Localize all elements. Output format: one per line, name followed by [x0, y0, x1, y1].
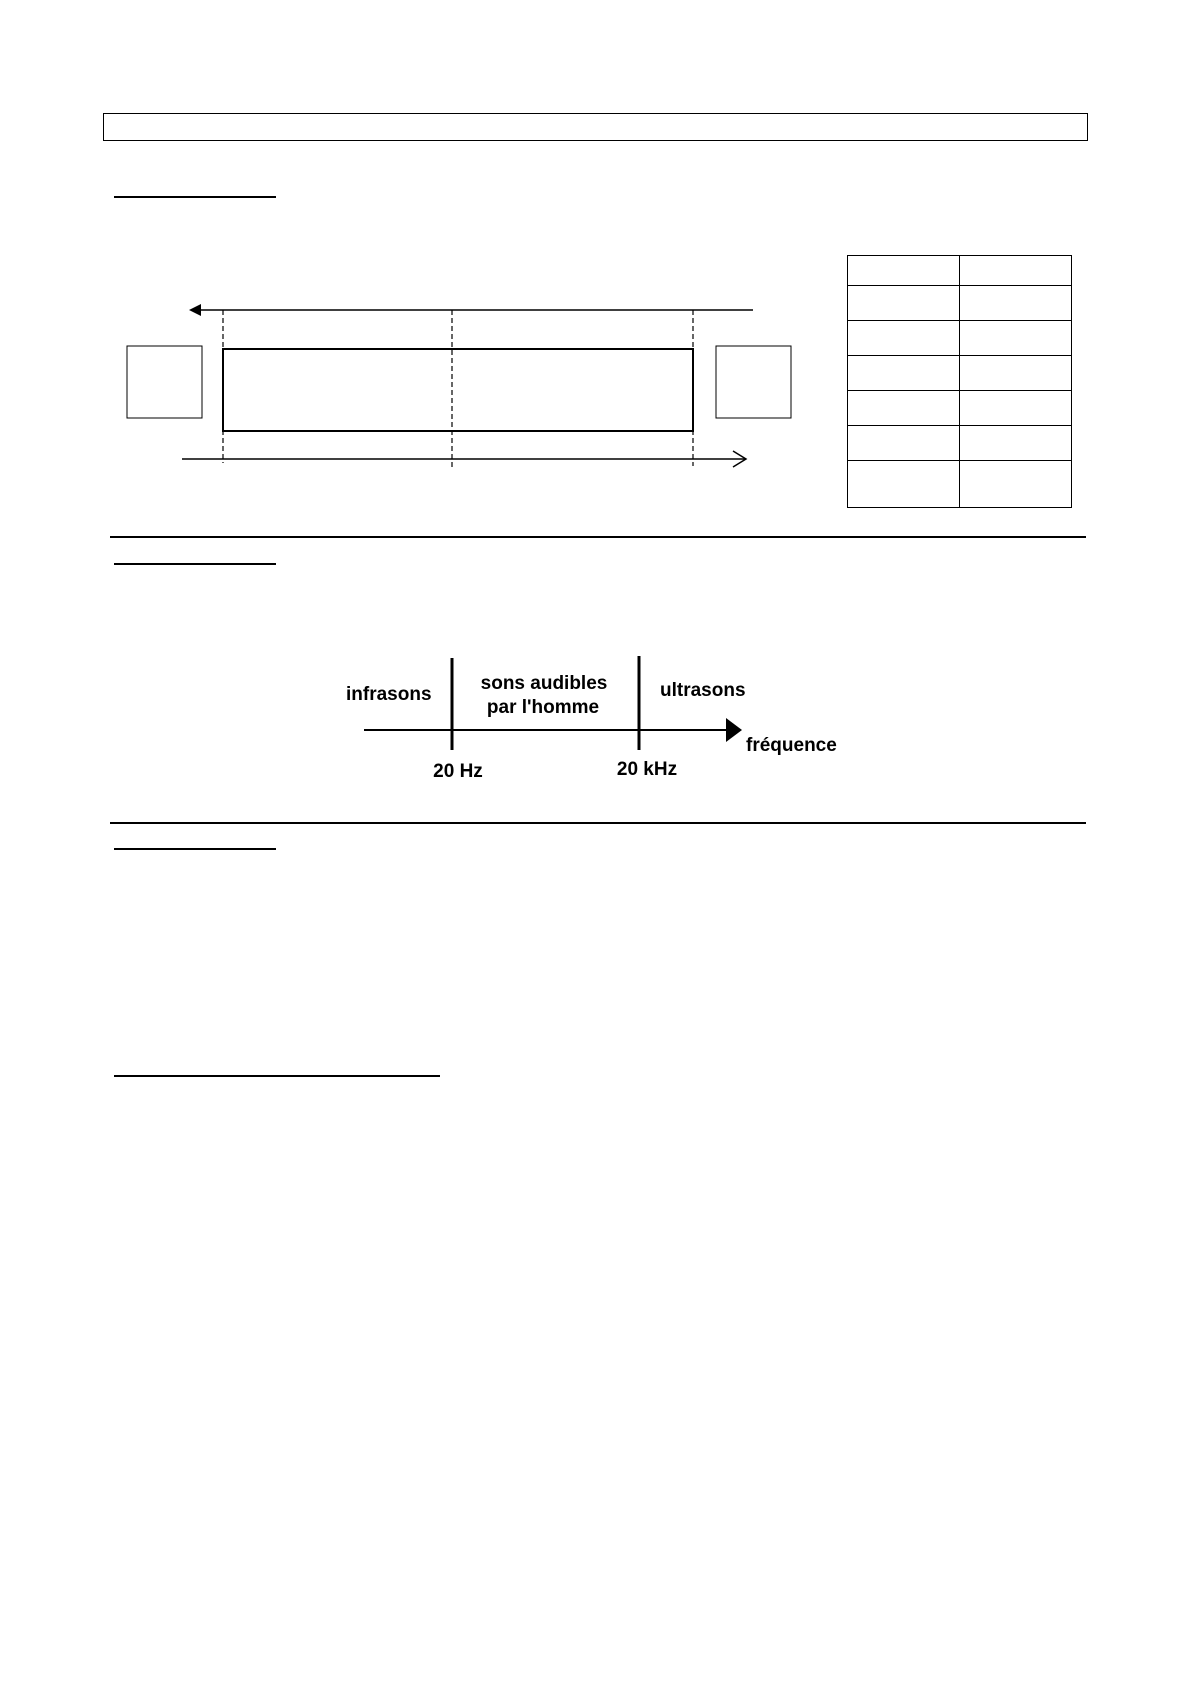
table-cell: [848, 286, 960, 321]
table-cell: [960, 461, 1072, 508]
table-cell: [848, 391, 960, 426]
table-cell: [960, 356, 1072, 391]
table-cell: [960, 256, 1072, 286]
section-separator-2: [110, 822, 1086, 824]
section-1-heading-underline: [114, 196, 276, 198]
table-row: [848, 286, 1072, 321]
table-cell: [960, 286, 1072, 321]
section-separator-1: [110, 536, 1086, 538]
section-2-heading-underline: [114, 563, 276, 565]
ultrasons-label: ultrasons: [660, 680, 746, 701]
table-cell: [848, 461, 960, 508]
table-cell: [848, 426, 960, 461]
table-row: [848, 356, 1072, 391]
frequency-axis-label: fréquence: [746, 735, 837, 756]
table-cell: [848, 321, 960, 356]
right-box: [716, 346, 791, 418]
table-row: [848, 391, 1072, 426]
table-row: [848, 321, 1072, 356]
left-box: [127, 346, 202, 418]
audible-label-line1: sons audibles: [480, 673, 608, 694]
table-row: [848, 461, 1072, 508]
table-row: [848, 426, 1072, 461]
table-cell: [960, 321, 1072, 356]
tube-rectangle: [223, 349, 693, 431]
table-cell: [848, 356, 960, 391]
reflected-wave-arrowhead: [189, 304, 201, 316]
table-cell: [960, 426, 1072, 461]
table-cell: [960, 391, 1072, 426]
data-table: [847, 255, 1072, 508]
infrasons-label: infrasons: [346, 684, 432, 705]
title-box: [103, 113, 1088, 141]
section-3-heading-underline: [114, 848, 276, 850]
frequency-axis-arrowhead: [726, 718, 742, 742]
table-cell: [848, 256, 960, 286]
table-row: [848, 256, 1072, 286]
section-4-heading-underline: [114, 1075, 440, 1077]
audible-label-line2: par l'homme: [486, 697, 600, 718]
tick-label-20khz: 20 kHz: [616, 759, 678, 780]
incident-wave-arrowhead: [733, 451, 746, 467]
tick-label-20hz: 20 Hz: [433, 761, 483, 782]
